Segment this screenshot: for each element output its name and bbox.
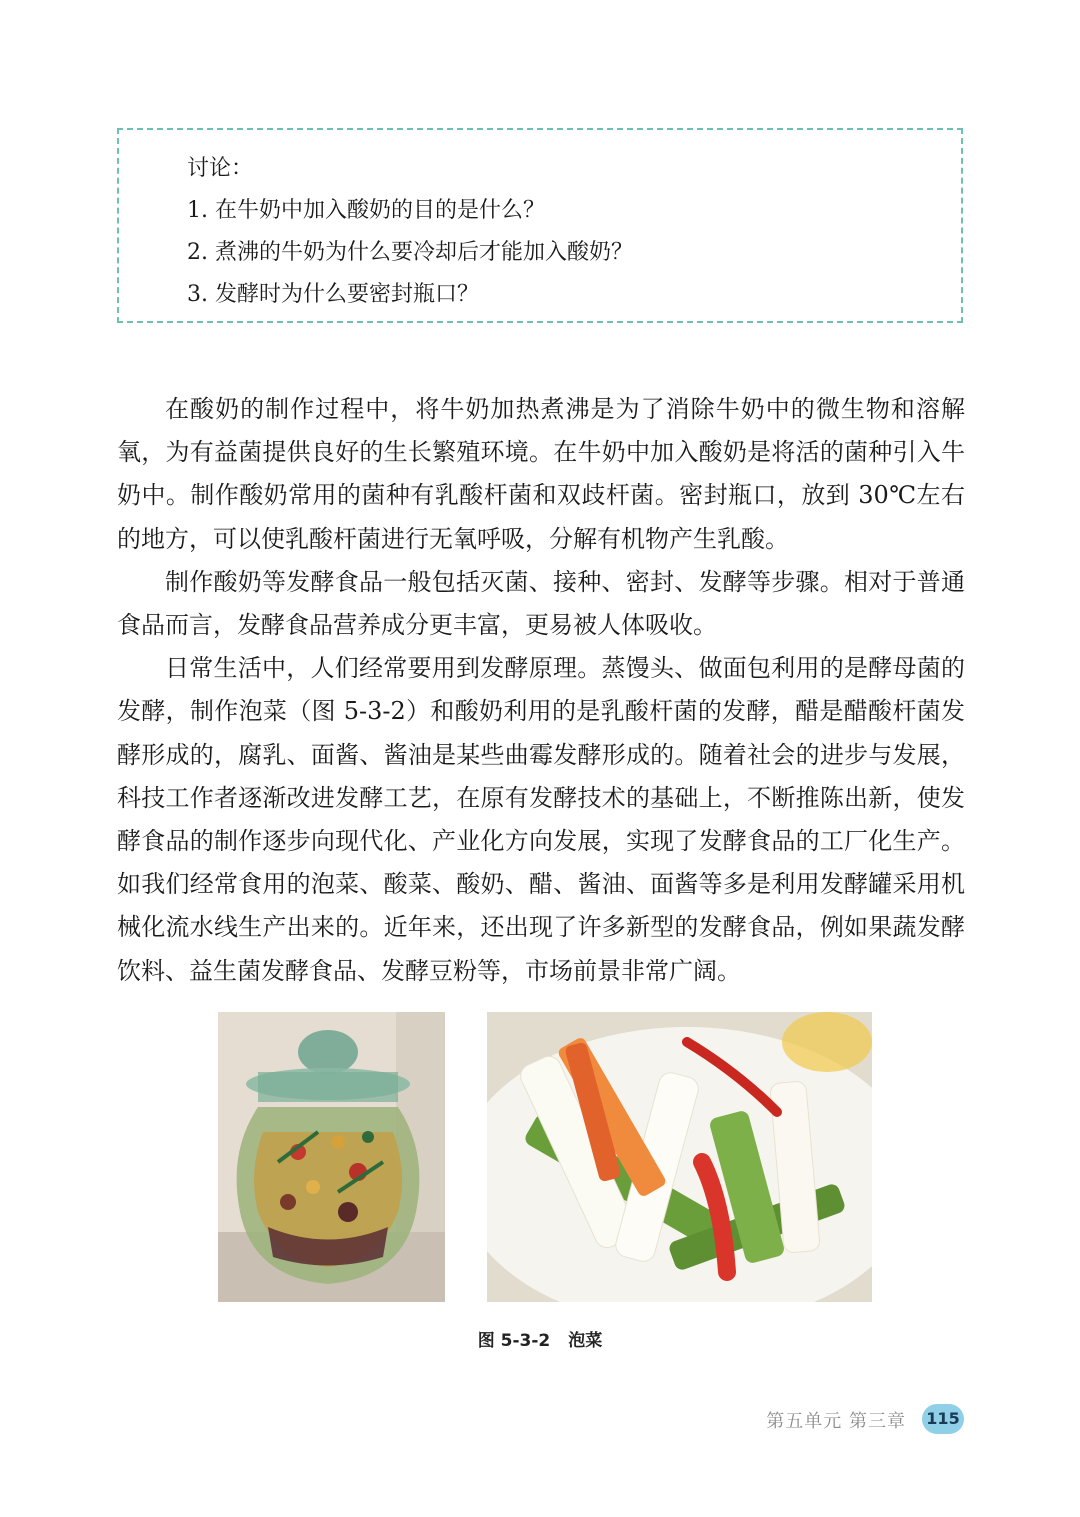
pickle-jar-photo <box>218 1012 445 1302</box>
discussion-heading: 讨论： <box>187 156 254 181</box>
page-number-badge: 115 <box>922 1404 964 1434</box>
body-text <box>117 388 965 993</box>
pickled-vegetables-illustration <box>487 1012 872 1302</box>
discussion-question-1: 1. 在牛奶中加入酸奶的目的是什么？ <box>187 198 545 223</box>
discussion-box <box>117 128 963 323</box>
figure-title: 泡菜 <box>568 1331 603 1351</box>
paragraph-2: 制作酸奶等发酵食品一般包括灭菌、接种、密封、发酵等步骤。相对于普通食品而言，发酵食品营养成分更丰富，更易被人体吸收。 <box>117 567 965 640</box>
paragraph-3: 日常生活中，人们经常要用到发酵原理。蒸馒头、做面包利用的是酵母菌的发酵，制作泡菜（图 5-3-2）和酸奶利用的是乳酸杆菌的发酵，醋是醋酸杆菌发酵形成的，腐乳、面酱、酱油是某些曲霉发酵形成的。随着社会的进步与发展，科技工作者逐渐改进发酵工艺，在原有发酵技术的基础上，不断推陈出新，使发酵食品的制作逐步向现代化、产业化方向发展，实现了发酵食品的工厂化生产。如我们经常食用的泡菜、酸菜、酸奶、醋、酱油、面酱等多是利用发酵罐采用机械化流水线生产出来的。近年来，还出现了许多新型的发酵食品，例如果蔬发酵饮料、益生菌发酵食品、发酵豆粉等，市场前景非常广阔。 <box>117 654 965 985</box>
footer-section-label: 第五单元 第三章 <box>766 1411 906 1432</box>
figure-caption <box>0 1326 1080 1351</box>
paragraph-1: 在酸奶的制作过程中，将牛奶加热煮沸是为了消除牛奶中的微生物和溶解氧，为有益菌提供良好的生长繁殖环境。在牛奶中加入酸奶是将活的菌种引入牛奶中。制作酸奶常用的菌种有乳酸杆菌和双歧杆菌。密封瓶口，放到 30℃左右的地方，可以使乳酸杆菌进行无氧呼吸，分解有机物产生乳酸。 <box>117 395 965 553</box>
discussion-question-3: 3. 发酵时为什么要密封瓶口？ <box>187 282 479 307</box>
pickled-vegetables-photo <box>487 1012 872 1302</box>
figure-number: 图 5-3-2 <box>477 1331 551 1351</box>
pickle-jar-illustration <box>218 1012 445 1302</box>
discussion-question-2: 2. 煮沸的牛奶为什么要冷却后才能加入酸奶？ <box>187 240 633 265</box>
